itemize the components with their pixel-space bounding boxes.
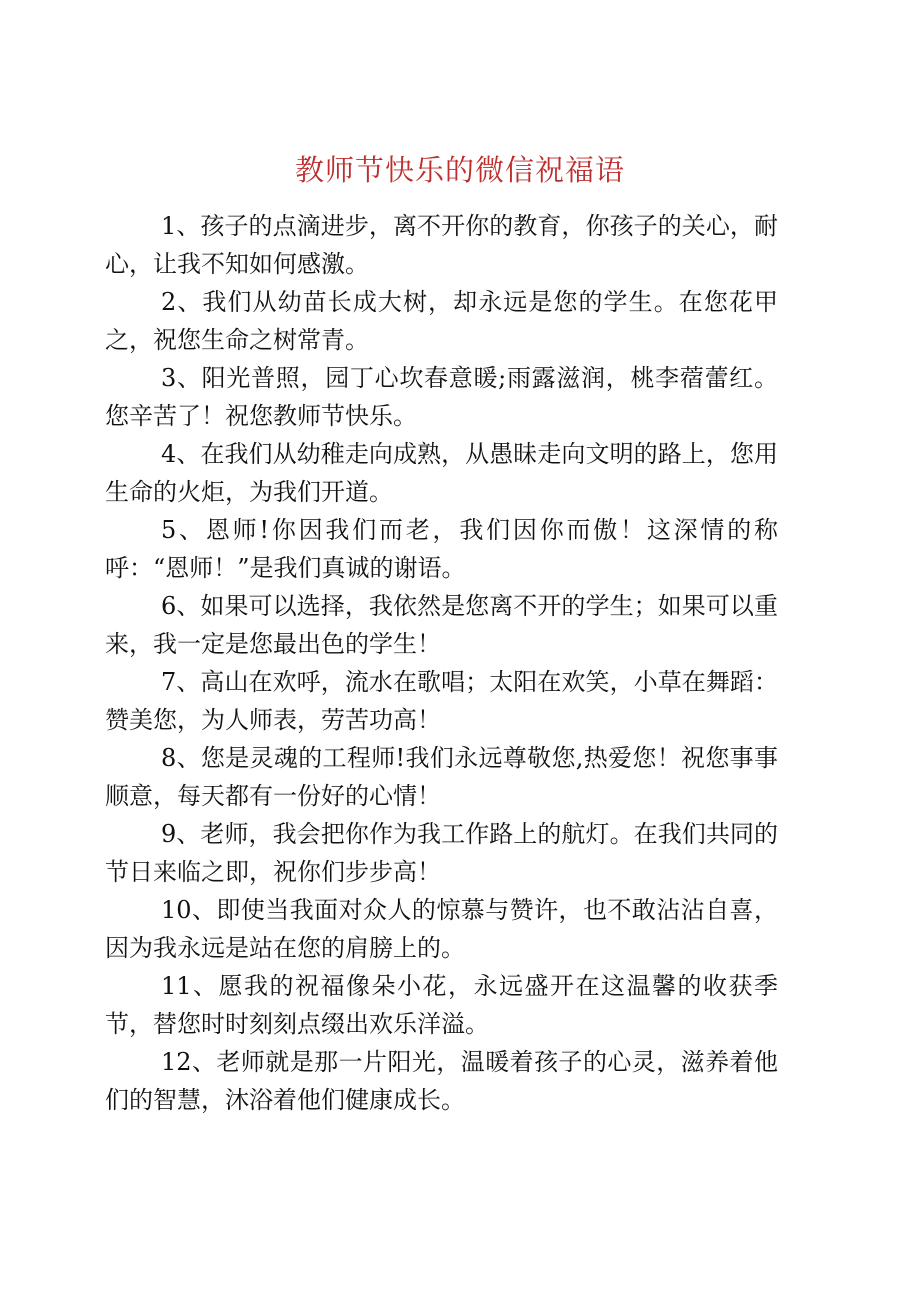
blessing-paragraph-6: 6、如果可以选择，我依然是您离不开的学生；如果可以重来，我一定是您最出色的学生！ [105,592,778,658]
document-body [0,207,920,1119]
blessing-paragraph-4: 4、在我们从幼稚走向成熟，从愚昧走向文明的路上，您用生命的火炬，为我们开道。 [105,440,778,506]
blessing-paragraph-10: 10、即使当我面对众人的惊慕与赞许，也不敢沾沾自喜，因为我永远是站在您的肩膀上的。 [105,896,778,962]
blessing-paragraph-9: 9、老师，我会把你作为我工作路上的航灯。在我们共同的节日来临之即，祝你们步步高！ [105,820,778,886]
blessing-paragraph-2: 2、我们从幼苗长成大树，却永远是您的学生。在您花甲之，祝您生命之树常青。 [105,288,778,354]
blessing-paragraph-1: 1、孩子的点滴进步，离不开你的教育，你孩子的关心，耐心，让我不知如何感激。 [105,212,778,278]
blessing-paragraph-12: 12、老师就是那一片阳光，温暖着孩子的心灵，滋养着他们的智慧，沐浴着他们健康成长。 [105,1048,778,1114]
blessing-paragraph-7: 7、高山在欢呼，流水在歌唱；太阳在欢笑，小草在舞蹈：赞美您，为人师表，劳苦功高！ [105,668,778,734]
blessing-paragraph-8: 8、您是灵魂的工程师!我们永远尊敬您,热爱您！祝您事事顺意，每天都有一份好的心情！ [105,744,778,810]
blessing-paragraph-5: 5、恩师!你因我们而老，我们因你而傲！这深情的称呼：“恩师！”是我们真诚的谢语。 [105,516,778,582]
blessing-paragraph-3: 3、阳光普照，园丁心坎春意暖;雨露滋润，桃李蓿蕾红。您辛苦了！祝您教师节快乐。 [105,364,778,430]
document-title: 教师节快乐的微信祝福语 [294,153,625,187]
blessing-paragraph-11: 11、愿我的祝福像朵小花，永远盛开在这温馨的收获季节，替您时时刻刻点缀出欢乐洋溢。 [105,972,778,1038]
